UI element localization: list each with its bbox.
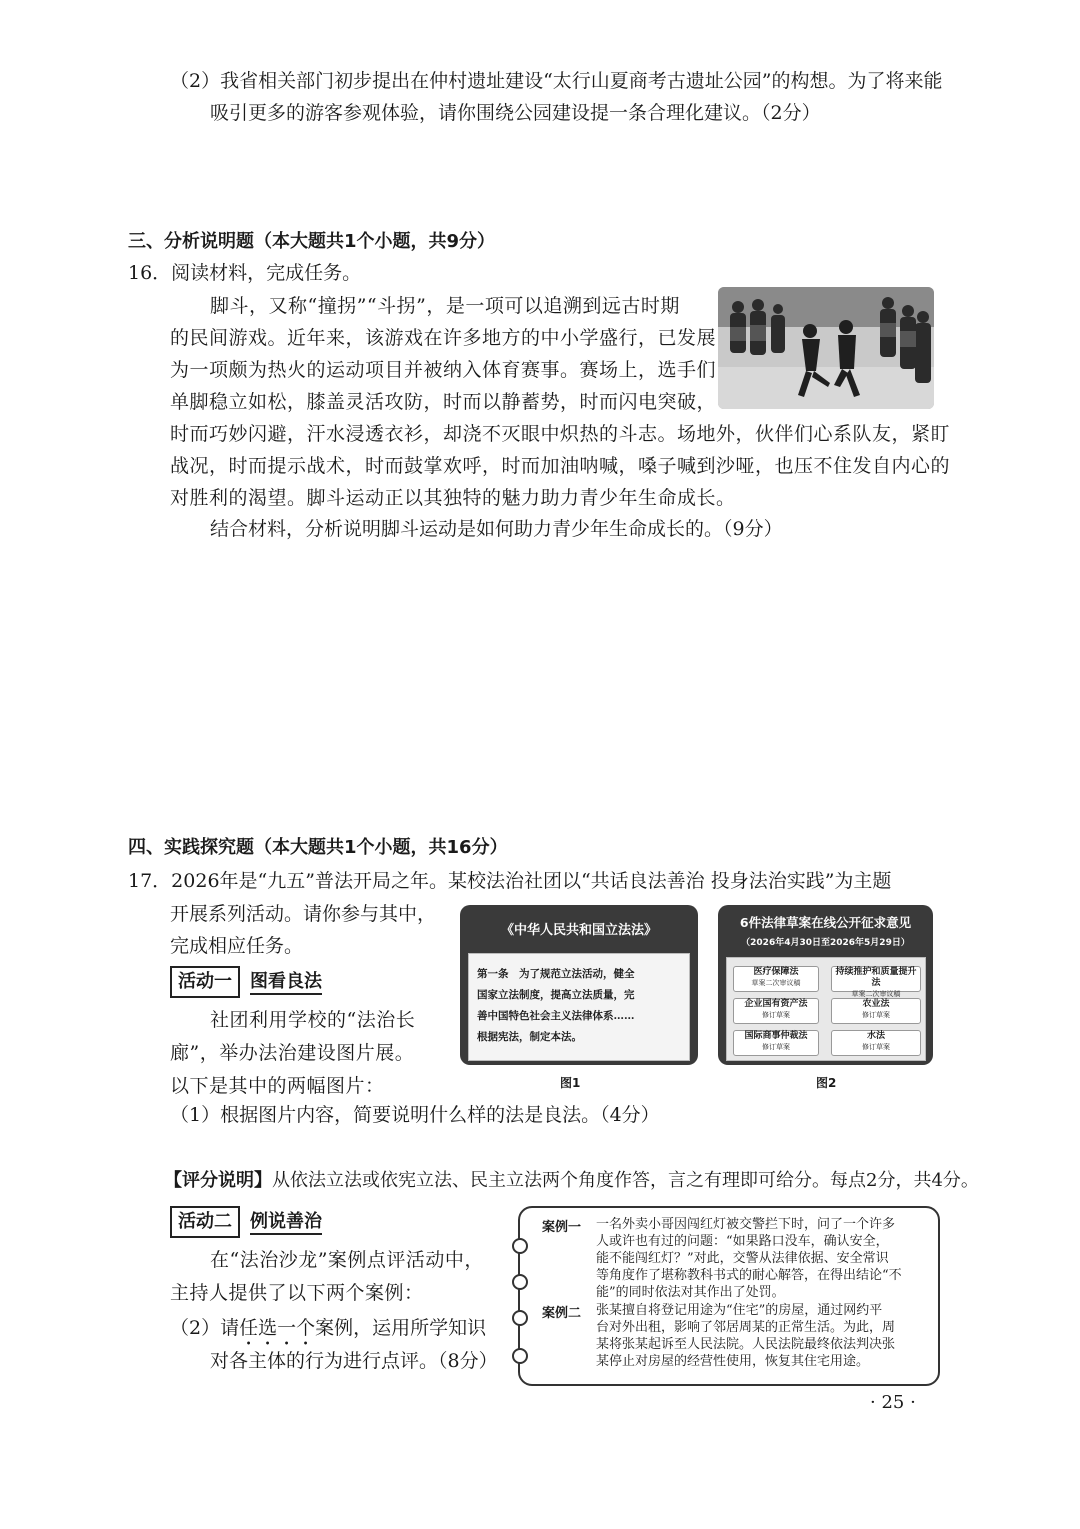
activity1-header [170, 966, 322, 998]
activity1-line: 社团利用学校的“法治长 [210, 1009, 416, 1031]
figure1-line: 国家立法制度，提高立法质量，完 [477, 989, 635, 1001]
figure1-title: 《中华人民共和国立法法》 [500, 923, 657, 938]
section4-heading: 四、实践探究题（本大题共1个小题，共16分） [128, 837, 508, 858]
case2-label: 案例二 [542, 1306, 582, 1321]
figure2-title: 6件法律草案在线公开征求意见 [739, 915, 912, 930]
figure1-text [477, 964, 635, 1048]
figure2-item: 农业法 修订草案 [831, 998, 921, 1024]
activity2-tag: 活动二 [170, 1206, 240, 1238]
figure2-item: 企业国有资产法 修订草案 [733, 998, 819, 1024]
page-number: · 25 · [870, 1392, 916, 1413]
figure2-item: 医疗保障法 草案二次审议稿 [733, 966, 819, 992]
figure1-caption: 图1 [560, 1076, 581, 1090]
activity2-header [170, 1206, 322, 1238]
activity2-line: 主持人提供了以下两个案例： [170, 1282, 424, 1304]
figure2-poster [718, 905, 933, 1065]
q17-line3: 完成相应任务。 [170, 935, 304, 957]
figure2-item: 水法 修订草案 [831, 1030, 921, 1056]
q15-part2-line1: （2）我省相关部门初步提出在仲村遗址建设“太行山夏商考古遗址公园”的构想。为了将来能 [170, 70, 943, 92]
activity2-title: 例说善治 [250, 1211, 322, 1235]
passage-line: 的民间游戏。近年来，该游戏在许多地方的中小学盛行，已发展 [170, 327, 717, 349]
passage-line: 单脚稳立如松，膝盖灵活攻防，时而以静蓄势，时而闪电突破， [170, 391, 717, 413]
activity2-question-rest: 案例，运用所学知识 [315, 1317, 487, 1339]
binder-ring-icon [512, 1238, 528, 1254]
q17-line1: 17．2026年是“九五”普法开局之年。某校法治社团以“共话良法善治 投身法治实践”为主题 [128, 870, 892, 892]
passage-line: 时而巧妙闪避，汗水浸透衣衫，却浇不灭眼中炽热的斗志。场地外，伙伴们心系队友，紧盯 [170, 423, 951, 445]
passage-line: 对胜利的渴望。脚斗运动正以其独特的魅力助力青少年生命成长。 [170, 487, 736, 509]
figure1-textbox [468, 953, 690, 1061]
figure2-caption: 图2 [816, 1076, 837, 1090]
case1-line: 能”的同时依法对其作出了处罚。 [596, 1285, 785, 1300]
figure1-line: 善中国特色社会主义法律体系…… [477, 1010, 635, 1022]
activity2-line: 在“法治沙龙”案例点评活动中， [210, 1249, 484, 1271]
q17-line2: 开展系列活动。请你参与其中， [170, 903, 437, 925]
activity2-text [170, 1244, 500, 1310]
activity1-tag: 活动一 [170, 966, 240, 998]
activity2-question-prefix: （2）请 [170, 1317, 240, 1339]
figure1-line: 根据宪法，制定本法。 [477, 1031, 582, 1043]
figure2-grid [726, 957, 926, 1061]
activity2-question-emphasis: 任选一个 [239, 1317, 316, 1339]
q16-task: 结合材料，分析说明脚斗运动是如何助力青少年生命成长的。（9分） [210, 518, 783, 540]
figure1-poster [460, 905, 698, 1065]
case2-line: 某停止对房屋的经营性使用，恢复其住宅用途。 [596, 1354, 870, 1369]
case2-line: 张某擅自将登记用途为“住宅”的房屋，通过网约平 [596, 1303, 883, 1318]
scoring-note [164, 1166, 979, 1196]
students-playing-photo [718, 287, 934, 409]
activity1-line: 廊”，举办法治建设图片展。 [170, 1042, 415, 1064]
case2-text [596, 1302, 895, 1370]
case1-line: 等角度作了堪称教科书式的耐心解答，在得出结论“不 [596, 1268, 902, 1283]
section3-heading: 三、分析说明题（本大题共1个小题，共9分） [128, 231, 496, 252]
case1-line: 一名外卖小哥因闯红灯被交警拦下时，问了一个许多 [596, 1217, 896, 1232]
figure2-subtitle: （2026年4月30日至2026年5月29日） [741, 938, 910, 948]
passage-line: 脚斗，又称“撞拐”“斗拐”，是一项可以追溯到远古时期 [210, 295, 680, 317]
activity1-title: 图看良法 [250, 971, 322, 995]
case2-line: 台对外出租，影响了邻居周某的正常生活。为此，周 [596, 1320, 896, 1335]
case1-line: 人或许也有过的问题：“如果路口没车，确认安全， [596, 1234, 889, 1249]
figure1-line: 第一条 为了规范立法活动，健全 [477, 968, 635, 980]
q16-intro: 16．阅读材料，完成任务。 [128, 262, 362, 284]
activity1-text [170, 1004, 460, 1103]
passage-line: 为一项颇为热火的运动项目并被纳入体育赛事。赛场上，选手们 [170, 359, 717, 381]
figure2-item: 国际商事仲裁法 修订草案 [733, 1030, 819, 1056]
case1-label: 案例一 [542, 1220, 582, 1235]
passage-line: 战况，时而提示战术，时而鼓掌欢呼，时而加油呐喊，嗓子喊到沙哑，也压不住发自内心的 [170, 455, 951, 477]
case-card [518, 1206, 940, 1386]
scoring-note-label: 【评分说明】 [164, 1170, 272, 1191]
case2-line: 某将张某起诉至人民法院。人民法院最终依法判决张 [596, 1337, 896, 1352]
activity1-question: （1）根据图片内容，简要说明什么样的法是良法。（4分） [170, 1104, 660, 1126]
activity2-question-line2: 对各主体的行为进行点评。（8分） [210, 1350, 498, 1372]
figure2-item: 持续推护和质量提升法 草案二次审议稿 [831, 966, 921, 992]
activity1-line: 以下是其中的两幅图片： [170, 1075, 385, 1097]
binder-ring-icon [512, 1348, 528, 1364]
q15-part2-line2: 吸引更多的游客参观体验，请你围绕公园建设提一条合理化建议。（2分） [210, 102, 821, 124]
scoring-note-text: 从依法立法或依宪立法、民主立法两个角度作答，言之有理即可给分。每点2分，共4分。 [272, 1170, 979, 1191]
case1-line: 能不能闯红灯？”对此，交警从法律依据、安全常识 [596, 1251, 889, 1266]
binder-ring-icon [512, 1274, 528, 1290]
binder-ring-icon [512, 1310, 528, 1326]
case1-text [596, 1216, 902, 1301]
photo-illustration [718, 287, 934, 409]
